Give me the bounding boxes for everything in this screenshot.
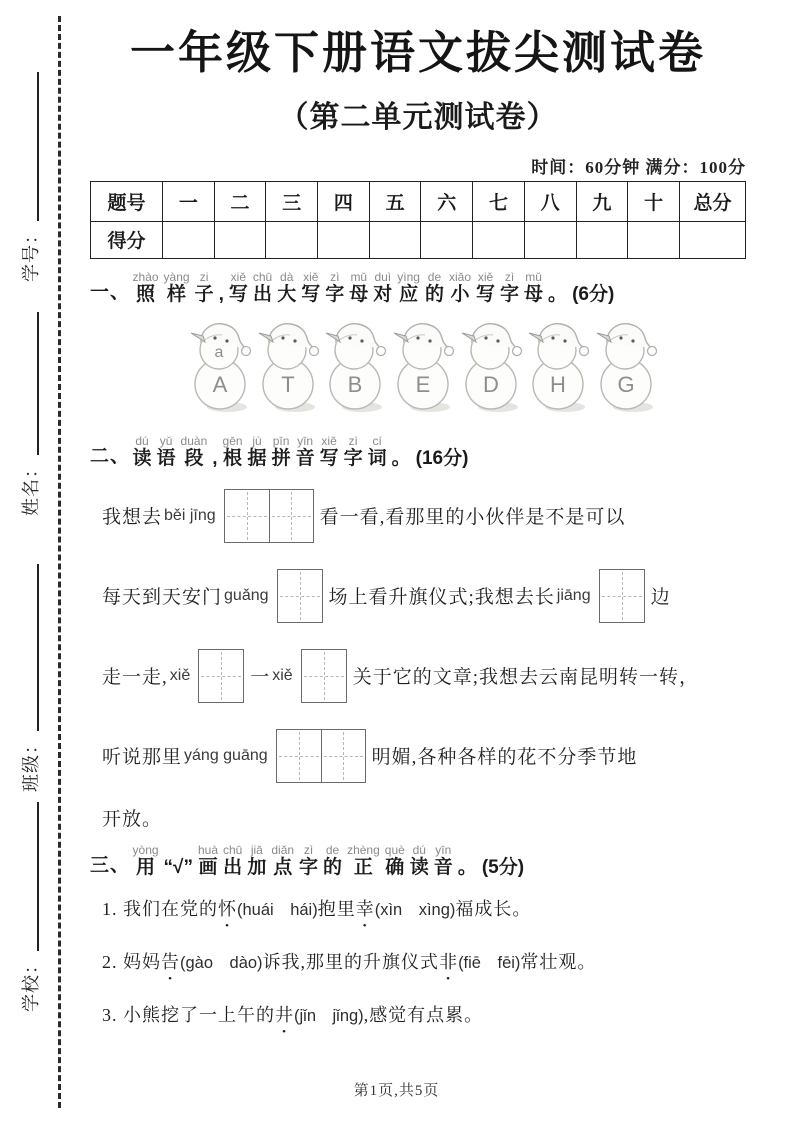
writing-box [276,729,366,783]
writing-box [599,569,645,623]
sidebar-label-group [14,310,44,516]
heading-char: 样yàng [163,269,190,305]
snowman-figure [528,318,592,419]
score-table-corner: 题号 [91,181,163,221]
score-table-score-row [91,221,746,258]
writing-box-cell [278,570,322,622]
heading-char: 用yòng [132,842,159,878]
score-cell [421,221,473,258]
q2-pinyin: guǎng [224,586,269,604]
student-info-label: 姓名： [21,459,41,516]
heading-char: 的de [323,842,343,878]
snowman-icon [190,318,254,414]
q3-dotted-char: 幸 [355,898,375,919]
score-table-column-header: 一 [163,181,215,221]
q2-text: 我想去 [102,507,163,529]
q3-sentence [102,895,746,921]
heading-char: 大dà [277,269,297,305]
score-cell [680,221,746,258]
page-number: 第1页,共5页 [353,1083,440,1099]
snowman-body-letter: T [280,371,295,397]
heading-char: 读dú [132,433,152,469]
q2-pinyin: yáng guāng [184,746,268,764]
question-2-paragraph [102,476,746,840]
question-2-number: 二、 [90,445,131,467]
snowman-body-letter: E [415,371,431,397]
score-cell [576,221,628,258]
score-row-label: 得分 [91,221,163,258]
score-table-column-header: 九 [576,181,628,221]
question-2-text [130,435,471,470]
q2-paragraph-line [102,796,746,840]
q2-text: 一 [250,667,271,689]
writing-box-cell [199,650,243,702]
question-3-items [102,895,746,1027]
score-table-column-header: 五 [369,181,421,221]
q2-text: 听说那里 [102,747,183,769]
heading-char: 应yìng [397,269,420,305]
heading-char: 根gēn [222,433,243,469]
paper-title: 一年级下册语文拔尖测试卷 [129,28,706,78]
score-cell [266,221,318,258]
snowman-body-letter: G [617,371,635,397]
q2-text: 看一看,看那里的小伙伴是不是可以 [319,507,626,529]
q2-pinyin: xiě [272,666,293,684]
heading-char: 确què [384,842,405,878]
heading-char: 拼pīn [271,433,291,469]
snowman-figure [325,318,389,419]
writing-box-cell [600,570,644,622]
q2-text: 关于它的文章;我想去云南昆明转一转， [352,667,699,689]
heading-char: 正zhèng [347,842,380,878]
score-cell [628,221,680,258]
student-info-label: 班级： [21,735,41,792]
heading-char: 字zì [299,842,319,878]
q3-text: 福成长。 [455,898,532,919]
paper-subtitle: （第二单元测试卷） [278,100,558,134]
score-table-header-row [91,181,746,221]
heading-char: , [212,447,218,469]
student-info-label: 学校： [21,955,41,1012]
score-table-column-header: 总分 [680,181,746,221]
score-cell [524,221,576,258]
heading-char: (16分) [415,447,469,469]
student-info-blank-line [37,72,39,221]
heading-char: 对duì [373,269,393,305]
writing-box-cell [225,490,269,542]
heading-char: 。 [548,283,568,305]
score-table-column-header: 三 [266,181,318,221]
heading-char: 写xiě [301,269,321,305]
question-1-number: 一、 [90,281,131,303]
snowman-icon [596,318,660,414]
score-cell [318,221,370,258]
writing-box-cell [277,730,321,782]
writing-box [198,649,244,703]
heading-char: 画huà [197,842,218,878]
q3-text: 1. 我们在党的 [102,898,218,919]
question-3-number: 三、 [90,854,131,876]
heading-char: 语yǔ [156,433,176,469]
q3-dotted-char: 怀 [218,898,237,919]
q3-pinyin-options: (huái hái) [237,900,318,919]
heading-char: 段duàn [180,433,208,469]
heading-char: 出chū [222,842,243,878]
q2-text: 每天到天安门 [102,587,223,609]
score-table-column-header: 六 [421,181,473,221]
heading-char: 点diǎn [271,842,295,878]
score-table-column-header: 四 [318,181,370,221]
q2-text: 边 [650,587,671,609]
snowman-body-letter: H [550,371,567,397]
heading-char: 的de [424,269,444,305]
heading-char: 加jiā [247,842,267,878]
q3-sentence [102,1001,746,1027]
q3-pinyin-options: (jǐn jǐng) [294,1006,364,1025]
heading-char: “√” [163,856,193,878]
snowman-body-letter: B [347,371,363,397]
q3-text: 常壮观。 [520,951,597,972]
time-score-info: 时间：60分钟 满分：100分 [531,157,746,177]
writing-box-cell [269,490,313,542]
q3-sentence [102,948,746,974]
heading-char: 音yīn [295,433,315,469]
score-cell [369,221,421,258]
heading-char: 词cí [367,433,387,469]
q3-text: ,感觉有点累。 [363,1004,484,1025]
score-table-column-header: 八 [524,181,576,221]
score-cell [163,221,215,258]
student-info-blank-line [37,802,39,951]
heading-char: 写xiě [228,269,248,305]
snowmen-answer-row [190,318,660,419]
writing-box [277,569,323,623]
heading-char: 照zhào [132,269,159,305]
question-1-heading [90,271,746,306]
score-table-column-header: 二 [214,181,266,221]
q2-paragraph-line [102,716,746,796]
snowman-head-letter: a [214,343,224,361]
sidebar-label-group [14,800,44,1012]
student-info-blank-line [37,312,39,455]
score-cell [214,221,266,258]
snowman-icon [528,318,592,414]
sidebar-label-group [14,70,44,282]
q2-paragraph-line [102,636,746,716]
q3-dotted-char: 非 [439,951,459,972]
heading-char: 字zì [500,269,520,305]
heading-char: 据jù [247,433,267,469]
q3-text: 3. 小熊挖了一上午的 [102,1004,275,1025]
writing-box [224,489,314,543]
heading-char: 小xiǎo [448,269,471,305]
heading-char: (5分) [481,856,525,878]
q2-pinyin: jiāng [556,586,591,604]
heading-char: (6分) [572,283,615,305]
snowman-body-letter: D [482,371,499,397]
binding-dashed-line [58,16,61,1108]
q3-pinyin-options: (xìn xìng) [374,900,456,919]
q2-paragraph-line [102,476,746,556]
heading-char: 读dú [409,842,429,878]
snowman-icon [258,318,322,414]
heading-char: 子zi [194,269,214,305]
writing-box-cell [302,650,346,702]
snowman-icon [461,318,525,414]
paper-content [90,28,746,1054]
snowman-figure [393,318,457,419]
q3-text: 2. 妈妈 [102,951,161,972]
heading-char: 音yīn [433,842,453,878]
q2-text: 开放。 [102,809,163,831]
writing-box [301,649,347,703]
question-3-text [130,844,527,879]
snowman-figure [461,318,525,419]
sidebar-label-group [14,562,44,792]
q2-text: 场上看升旗仪式;我想去长 [328,587,555,609]
heading-char: 出chū [252,269,273,305]
snowman-figure [258,318,322,419]
q2-paragraph-line [102,556,746,636]
q3-text: 抱里 [317,898,356,919]
question-2-heading [90,435,746,470]
student-info-label: 学号： [21,225,41,282]
q2-text: 明媚,各种各样的花不分季节地 [371,747,638,769]
heading-char: 母mǔ [524,269,544,305]
heading-char: 。 [457,856,477,878]
writing-box-cell [321,730,365,782]
snowman-body-letter: A [212,371,228,397]
snowman-figure [596,318,660,419]
q3-pinyin-options: (gào dào) [180,953,263,972]
question-1-text [130,271,617,306]
snowman-icon [325,318,389,414]
q3-dotted-char: 井 [275,1004,294,1025]
score-table-column-header: 七 [473,181,525,221]
snowman-icon [393,318,457,414]
q2-text: 走一走, [102,667,168,689]
q2-pinyin: xiě [169,666,191,684]
q3-text: 诉我,那里的升旗仪式 [262,951,440,972]
heading-char: 母mǔ [349,269,369,305]
score-table [90,181,746,259]
q3-pinyin-options: (fiē fēi) [458,953,521,972]
q3-dotted-char: 告 [161,951,180,972]
score-cell [473,221,525,258]
q2-pinyin: běi jīng [164,506,216,524]
snowman-figure [190,318,254,419]
heading-char: 字zì [325,269,345,305]
question-3-heading [90,844,746,879]
heading-char: 字zì [343,433,363,469]
student-info-blank-line [37,564,39,731]
heading-char: 写xiě [476,269,496,305]
heading-char: 写xiě [319,433,339,469]
heading-char: 。 [391,447,411,469]
score-table-column-header: 十 [628,181,680,221]
heading-char: , [218,283,224,305]
